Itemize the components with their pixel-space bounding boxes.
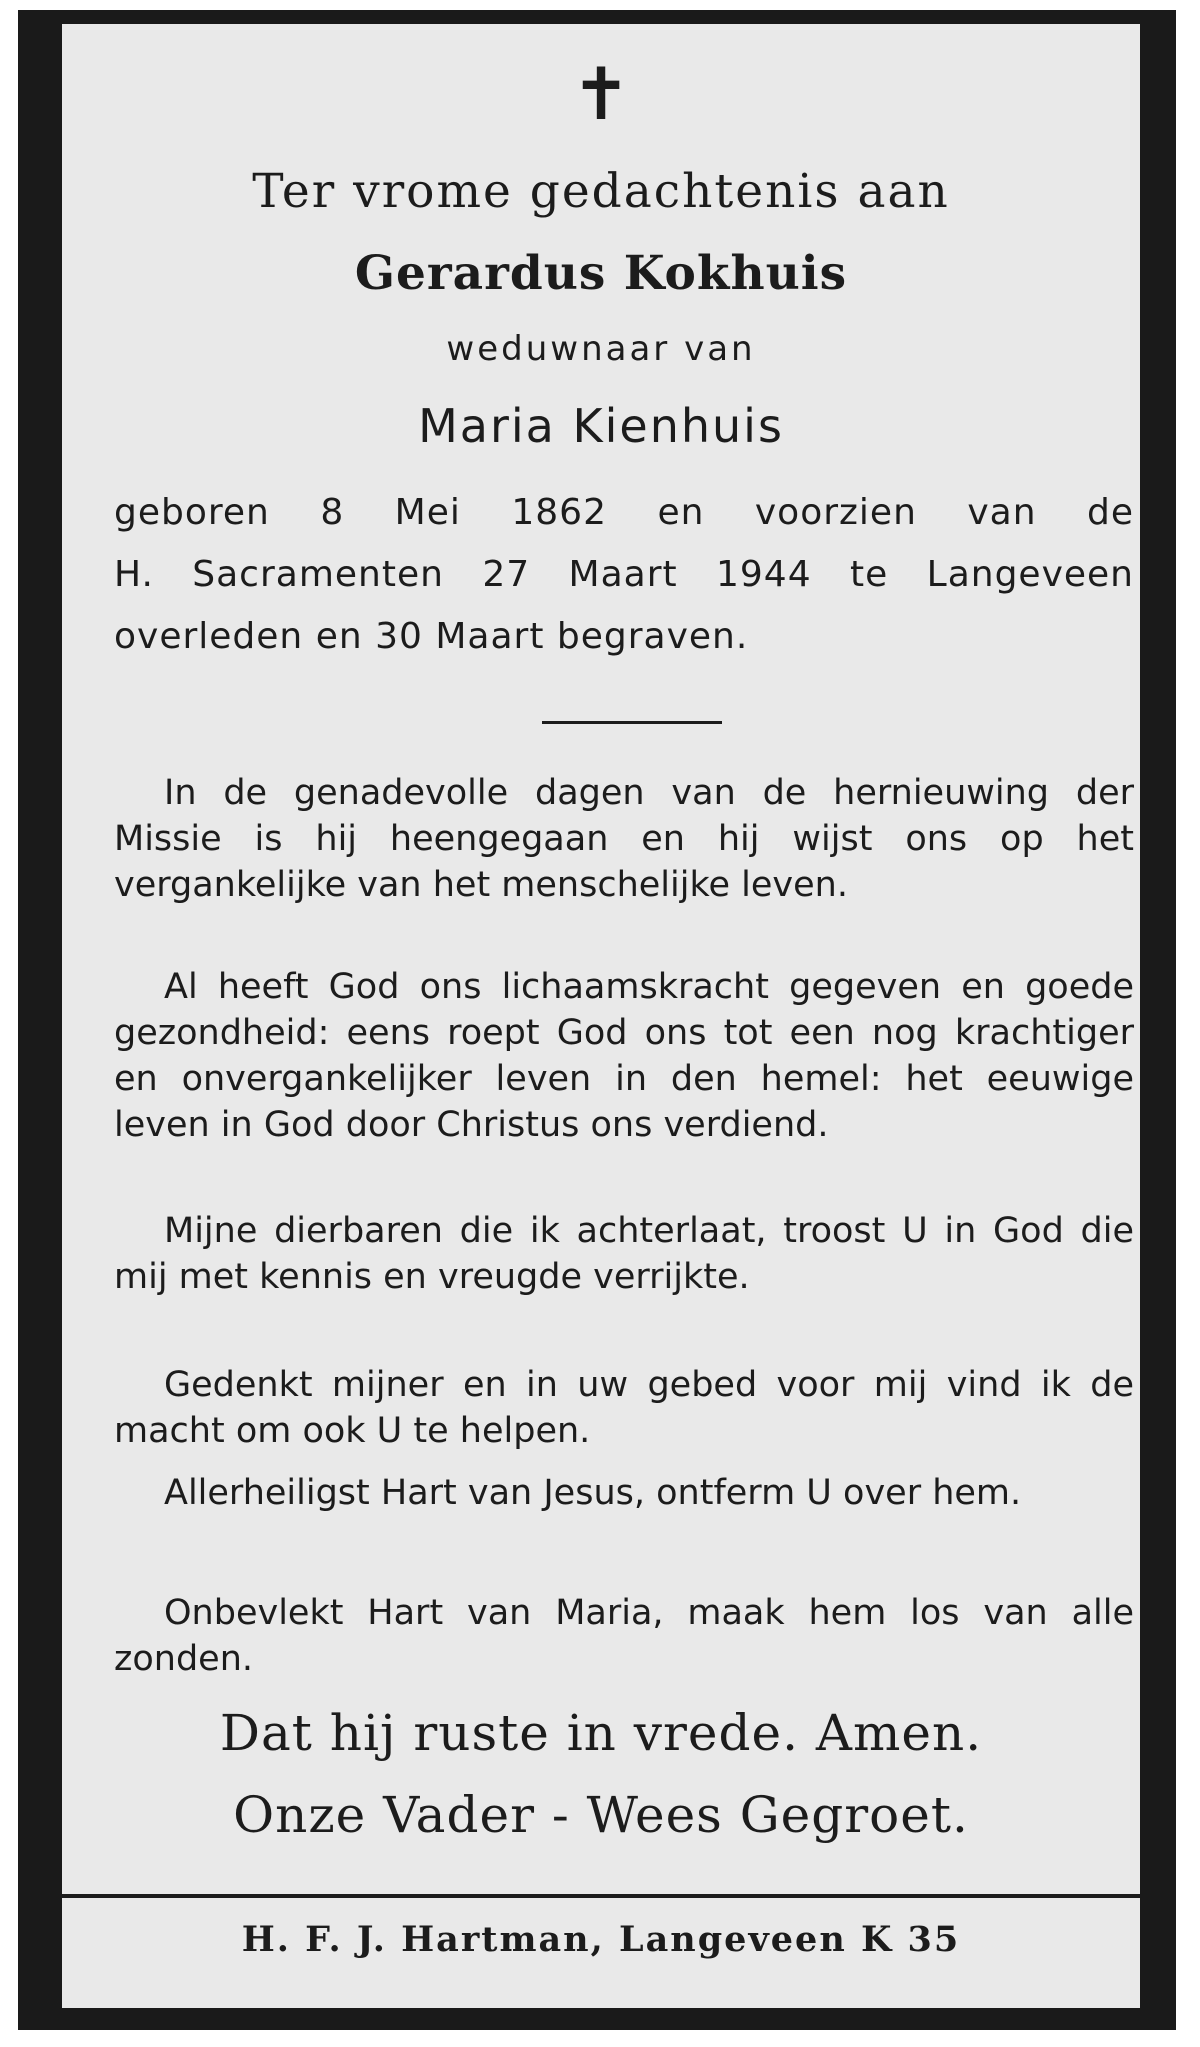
card-border: [18, 10, 1176, 2030]
closing-line-2: Onze Vader - Wees Gegroet.: [233, 1786, 969, 1844]
memorial-card: [62, 24, 1140, 2008]
spouse-name: Maria Kienhuis: [418, 399, 784, 453]
paragraph-1: In de genadevolle dagen van de hernieuwing der Missie is hij heengegaan en hij wijst ons op het vergankelijke van het menschelijke leven.: [114, 773, 1134, 905]
paragraph-4: Gedenkt mijner en in uw gebed voor mij vind ik de macht om ook U te helpen.: [114, 1365, 1134, 1451]
closing-line-1: Dat hij ruste in vrede. Amen.: [219, 1704, 983, 1762]
divider: [542, 721, 722, 724]
paragraph-6: Onbevlekt Hart van Maria, maak hem los van alle zonden.: [114, 1593, 1134, 1679]
details-line-3: overleden en 30 Maart begraven.: [114, 616, 749, 657]
paragraph-5: Allerheiligst Hart van Jesus, ontferm U over hem.: [164, 1473, 1022, 1513]
details-line-2: H. Sacramenten 27 Maart 1944 te Langeveen: [114, 554, 1134, 595]
printer-credit: H. F. J. Hartman, Langeveen K 35: [241, 1919, 961, 1960]
footer-rule: [62, 1894, 1140, 1898]
cross-icon: ✝: [570, 52, 632, 136]
widower-of-text: weduwnaar van: [446, 329, 756, 369]
paragraph-2: Al heeft God ons lichaamskracht gegeven en goede gezondheid: eens roept God ons tot een nog krachtiger en onvergankelijker leven in den hemel: het eeuwige leven in God door Christus ons verdiend.: [114, 967, 1134, 1145]
intro-text: Ter vrome gedachtenis aan: [252, 164, 950, 219]
deceased-name: Gerardus Kokhuis: [354, 246, 848, 301]
details-line-1: geboren 8 Mei 1862 en voorzien van de: [114, 492, 1134, 533]
paragraph-3: Mijne dierbaren die ik achterlaat, troost U in God die mij met kennis en vreugde verrijkte.: [114, 1211, 1134, 1297]
